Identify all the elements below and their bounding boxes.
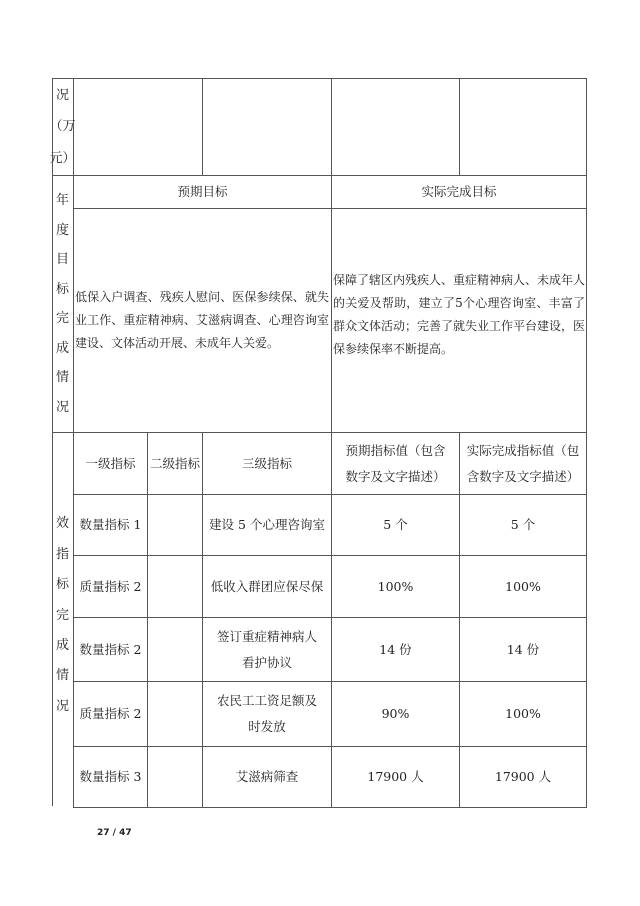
level1-header: 一级指标 (85, 455, 136, 471)
row5-actual: 17900 人 (494, 769, 552, 784)
expected-goal-text: 低保入户调查、残疾人慰问、医保参续保、就失业工作、重症精神病、艾滋病调查、心理咨询室建设、文体活动开展、未成年人关爱。 (75, 289, 329, 350)
funding-label-char: 况 (55, 88, 69, 104)
indicator-label-char: 指 (55, 546, 69, 562)
indicator-label-char: 标 (55, 577, 69, 593)
row1-expected: 5 个 (383, 517, 408, 532)
row4-actual: 100% (505, 706, 541, 721)
annual-goal-label (52, 178, 73, 430)
row3-level2 (148, 618, 202, 681)
row5-level3: 艾滋病筛查 (235, 769, 299, 784)
row1-level2 (148, 495, 202, 555)
expected-goal-header: 预期目标 (177, 184, 228, 199)
row3-level3: 签订重症精神病人看护协议 (216, 628, 317, 670)
goal-label-char: 目 (55, 252, 69, 268)
goal-label-char: 况 (55, 399, 69, 415)
actual-goal-text: 保障了辖区内残疾人、重症精神病人、未成年人的关爱及帮助，建立了5个心理咨询室、丰富了群众文体活动；完善了就失业工作平台建设，医保参续保率不断提高。 (333, 273, 586, 356)
indicator-label-char: 情 (55, 668, 69, 684)
actual-goal-header: 实际完成目标 (421, 184, 497, 199)
goal-label-char: 完 (55, 311, 69, 327)
actual-value-header: 实际完成指标值（包含数字及文字描述） (466, 442, 580, 484)
row2-level2 (148, 556, 202, 617)
level2-header: 二级指标 (149, 455, 200, 471)
row2-level3: 低收入群团应保尽保 (210, 578, 324, 594)
row1-level3: 建设 5 个心理咨询室 (209, 517, 325, 532)
goal-label-char: 年 (55, 193, 69, 209)
row4-level1: 质量指标 2 (79, 706, 142, 721)
indicator-label-char: 成 (55, 637, 69, 653)
level3-header: 三级指标 (241, 455, 292, 471)
funding-row-label (49, 80, 76, 174)
row4-level2 (148, 682, 202, 746)
row2-expected: 100% (377, 578, 414, 594)
funding-label-char: （万 (49, 119, 76, 135)
row5-level1: 数量指标 3 (79, 769, 142, 784)
row3-actual: 14 份 (506, 641, 540, 657)
goal-label-char: 情 (55, 370, 69, 386)
indicator-label-char: 效 (55, 516, 69, 532)
row3-expected: 14 份 (379, 641, 412, 657)
goal-label-char: 成 (55, 340, 69, 356)
row1-actual: 5 个 (510, 517, 536, 532)
row4-expected: 90% (381, 706, 410, 721)
row3-level1: 数量指标 2 (79, 641, 142, 657)
goal-label-char: 度 (55, 222, 69, 238)
goal-label-char: 标 (55, 281, 69, 297)
page-number: 27 / 47 (97, 828, 132, 838)
row5-level2 (148, 747, 202, 807)
indicator-label-char: 况 (55, 698, 69, 714)
expected-value-header: 预期指标值（包含数字及文字描述） (345, 442, 446, 484)
indicator-section-label (52, 500, 73, 730)
row1-level1: 数量指标 1 (79, 517, 142, 532)
row4-level3: 农民工工资足额及时发放 (216, 693, 317, 734)
row2-actual: 100% (505, 578, 541, 594)
row2-level1: 质量指标 2 (79, 578, 142, 594)
row5-expected: 17900 人 (367, 769, 424, 784)
indicator-label-char: 完 (55, 607, 69, 623)
funding-label-char: 元） (49, 150, 76, 166)
